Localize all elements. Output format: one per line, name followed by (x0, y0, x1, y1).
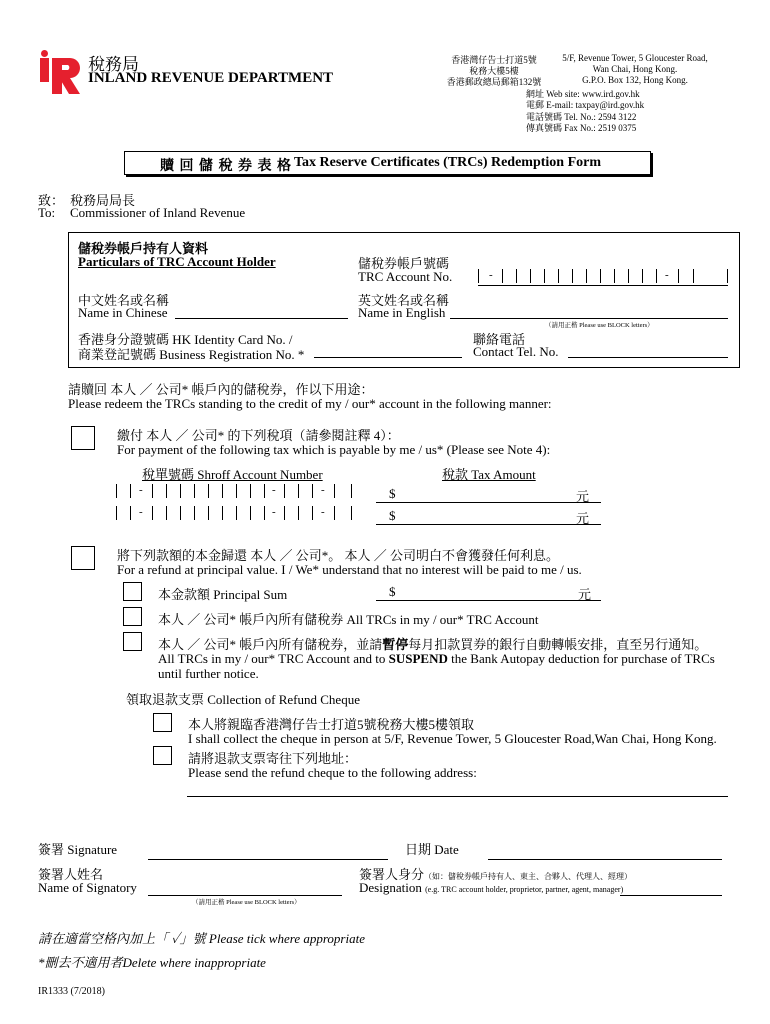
address-en-line1: 5/F, Revenue Tower, 5 Gloucester Road, (562, 53, 708, 63)
trc-account-number-field[interactable] (478, 269, 728, 286)
send-by-mail-label-cn: 請將退款支票寄往下列地址： (188, 751, 358, 766)
payment-option-checkbox[interactable] (71, 426, 95, 450)
brn-label: 商業登記號碼 Business Registration No. * (78, 347, 305, 362)
website: 網址 Web site: www.ird.gov.hk (526, 89, 640, 99)
suspend-autopay-label-en (158, 651, 715, 667)
shroff-dash: - (321, 506, 325, 518)
particulars-heading-cn: 儲稅券帳戶持有人資料 (78, 241, 209, 256)
form-code: IR1333 (7/2018) (38, 986, 105, 997)
redeem-instruction-en: Please redeem the TRCs standing to the credit of my / our* account in the following manner: (68, 396, 552, 411)
tax-amount-dollar-1: $ (389, 486, 396, 501)
redeem-instruction-cn: 請贖回 本人 ／ 公司* 帳戶內的儲稅券，作以下用途： (68, 382, 374, 397)
block-letters-note-1: （請用正楷 Please use BLOCK letters） (545, 322, 654, 329)
collect-in-person-label-en: I shall collect the cheque in person at 5/F, Revenue Tower, 5 Gloucester Road,Wan Chai, Hong Kong. (188, 731, 717, 746)
address-cn-line3: 香港郵政總局郵箱132號 (446, 77, 542, 87)
tick-note: 請在適當空格內加上「 ✓」號 Please tick where appropriate (38, 931, 365, 946)
payment-option-label-en: For payment of the following tax which is payable by me / us* (Please see Note 4): (117, 442, 551, 457)
address-cn-line1: 香港灣仔告士打道5號 (451, 55, 537, 65)
suspend-cn-part2: 每月扣款買券的銀行自動轉帳安排，直至另行通知。 (408, 637, 708, 652)
designation-cn-note: （如：儲稅券帳戶持有人、東主、合夥人、代理人、經理） (424, 872, 633, 881)
particulars-heading-en: Particulars of TRC Account Holder (78, 254, 276, 269)
collect-in-person-label-cn: 本人將親臨香港灣仔告士打道5號稅務大樓5樓領取 (188, 717, 475, 732)
name-chinese-field[interactable] (175, 318, 348, 319)
date-label: 日期 Date (405, 842, 459, 857)
form-title-chinese: 贖 回 儲 稅 券 表 格 (160, 159, 292, 174)
form-title-english: Tax Reserve Certificates (TRCs) Redemption Form (294, 155, 602, 170)
shroff-account-field-2[interactable] (116, 506, 352, 522)
fax: 傳真號碼 Fax No.: 2519 0375 (526, 123, 637, 133)
delete-note: *刪去不適用者Delete where inappropriate (38, 955, 266, 970)
tax-amount-field-1[interactable] (376, 502, 601, 503)
refund-option-checkbox[interactable] (71, 546, 95, 570)
shroff-dash: - (272, 484, 276, 496)
signature-field[interactable] (148, 859, 388, 860)
signatory-name-label-en: Name of Signatory (38, 880, 137, 895)
tax-amount-yuan-1: 元 (576, 489, 590, 504)
send-by-mail-label-en: Please send the refund cheque to the following address: (188, 765, 477, 780)
refund-option-label-en: For a refund at principal value. I / We* understand that no interest will be paid to me / us. (117, 562, 582, 577)
shroff-account-header: 稅單號碼 Shroff Account Number (142, 467, 323, 482)
principal-sum-field[interactable] (376, 600, 601, 601)
designation-field[interactable] (620, 895, 722, 896)
collection-heading: 領取退款支票 Collection of Refund Cheque (126, 692, 360, 707)
suspend-en-part1: All TRCs in my / our* TRC Account and to (158, 651, 389, 666)
email: 電郵 E-mail: taxpay@ird.gov.hk (526, 100, 645, 110)
designation-cn: 簽署人身分 (359, 867, 425, 882)
signatory-name-field[interactable] (148, 895, 342, 896)
designation-en-note: (e.g. TRC account holder, proprietor, partner, agent, manager) (425, 885, 624, 894)
all-trcs-label: 本人 ／ 公司* 帳戶內所有儲稅券 All TRCs in my / our* TRC Account (158, 612, 539, 627)
name-chinese-label-cn: 中文姓名或名稱 (78, 293, 170, 308)
account-dash-2: - (665, 269, 669, 281)
contact-tel-label-cn: 聯絡電話 (473, 332, 526, 347)
designation-label-en (359, 880, 623, 896)
address-en-line3: G.P.O. Box 132, Hong Kong. (582, 75, 688, 85)
name-chinese-label-en: Name in Chinese (78, 305, 168, 320)
tax-amount-field-2[interactable] (376, 524, 601, 525)
to-value-cn: 稅務局局長 (70, 193, 136, 208)
dept-name-chinese: 稅務局 (88, 55, 139, 74)
contact-tel-label-en: Contact Tel. No. (473, 344, 559, 359)
designation-en: Designation (359, 880, 422, 895)
mailing-address-field[interactable] (187, 796, 728, 797)
shroff-dash: - (139, 484, 143, 496)
address-cn-line2: 稅務大樓5樓 (469, 66, 519, 76)
shroff-dash: - (272, 506, 276, 518)
account-dash-1: - (489, 269, 493, 281)
principal-sum-yuan: 元 (578, 587, 592, 602)
tax-amount-dollar-2: $ (389, 508, 396, 523)
dept-name-english: INLAND REVENUE DEPARTMENT (88, 70, 334, 86)
principal-sum-label: 本金款額 Principal Sum (158, 587, 288, 602)
shroff-account-field-1[interactable] (116, 484, 352, 500)
collect-in-person-checkbox[interactable] (153, 713, 172, 732)
principal-sum-checkbox[interactable] (123, 582, 142, 601)
signature-label: 簽署 Signature (38, 842, 118, 857)
name-english-label-en: Name in English (358, 305, 446, 320)
tax-amount-header: 稅款 Tax Amount (442, 467, 536, 482)
suspend-en-part2: the Bank Autopay deduction for purchase of TRCs (447, 651, 715, 666)
hkid-label: 香港身分證號碼 HK Identity Card No. / (78, 332, 293, 347)
shroff-dash: - (321, 484, 325, 496)
suspend-en-bold: SUSPEND (388, 651, 448, 666)
refund-option-label-cn: 將下列款額的本金歸還 本人 ／ 公司*。 本人 ／ 公司明白不會獲發任何利息。 (117, 548, 560, 563)
contact-tel-field[interactable] (568, 357, 728, 358)
all-trcs-checkbox[interactable] (123, 607, 142, 626)
trc-account-label-en: TRC Account No. (358, 269, 453, 284)
signatory-name-label-cn: 簽署人姓名 (38, 867, 104, 882)
name-english-field[interactable] (450, 318, 728, 319)
hkid-brn-field[interactable] (314, 357, 462, 358)
to-label-en: To: (38, 205, 56, 220)
principal-sum-dollar: $ (389, 584, 396, 599)
payment-option-label-cn: 繳付 本人 ／ 公司* 的下列稅項（請參閱註釋 4）： (117, 428, 400, 443)
to-label-cn: 致： (38, 193, 65, 208)
tax-amount-yuan-2: 元 (576, 511, 590, 526)
shroff-dash: - (139, 506, 143, 518)
to-value-en: Commissioner of Inland Revenue (70, 205, 246, 220)
date-field[interactable] (488, 859, 722, 860)
send-by-mail-checkbox[interactable] (153, 746, 172, 765)
suspend-autopay-label-en-line2: until further notice. (158, 666, 259, 681)
telephone: 電話號碼 Tel. No.: 2594 3122 (526, 112, 637, 122)
suspend-cn-bold: 暫停 (382, 637, 409, 652)
block-letters-note-2: （請用正楷 Please use BLOCK letters） (192, 899, 301, 906)
name-english-label-cn: 英文姓名或名稱 (358, 293, 450, 308)
suspend-autopay-checkbox[interactable] (123, 632, 142, 651)
address-en-line2: Wan Chai, Hong Kong. (592, 64, 678, 74)
suspend-cn-part1: 本人 ／ 公司* 帳戶內所有儲稅券，並請 (158, 637, 383, 652)
trc-account-label-cn: 儲稅券帳戶號碼 (358, 256, 450, 271)
ird-logo (40, 50, 82, 94)
